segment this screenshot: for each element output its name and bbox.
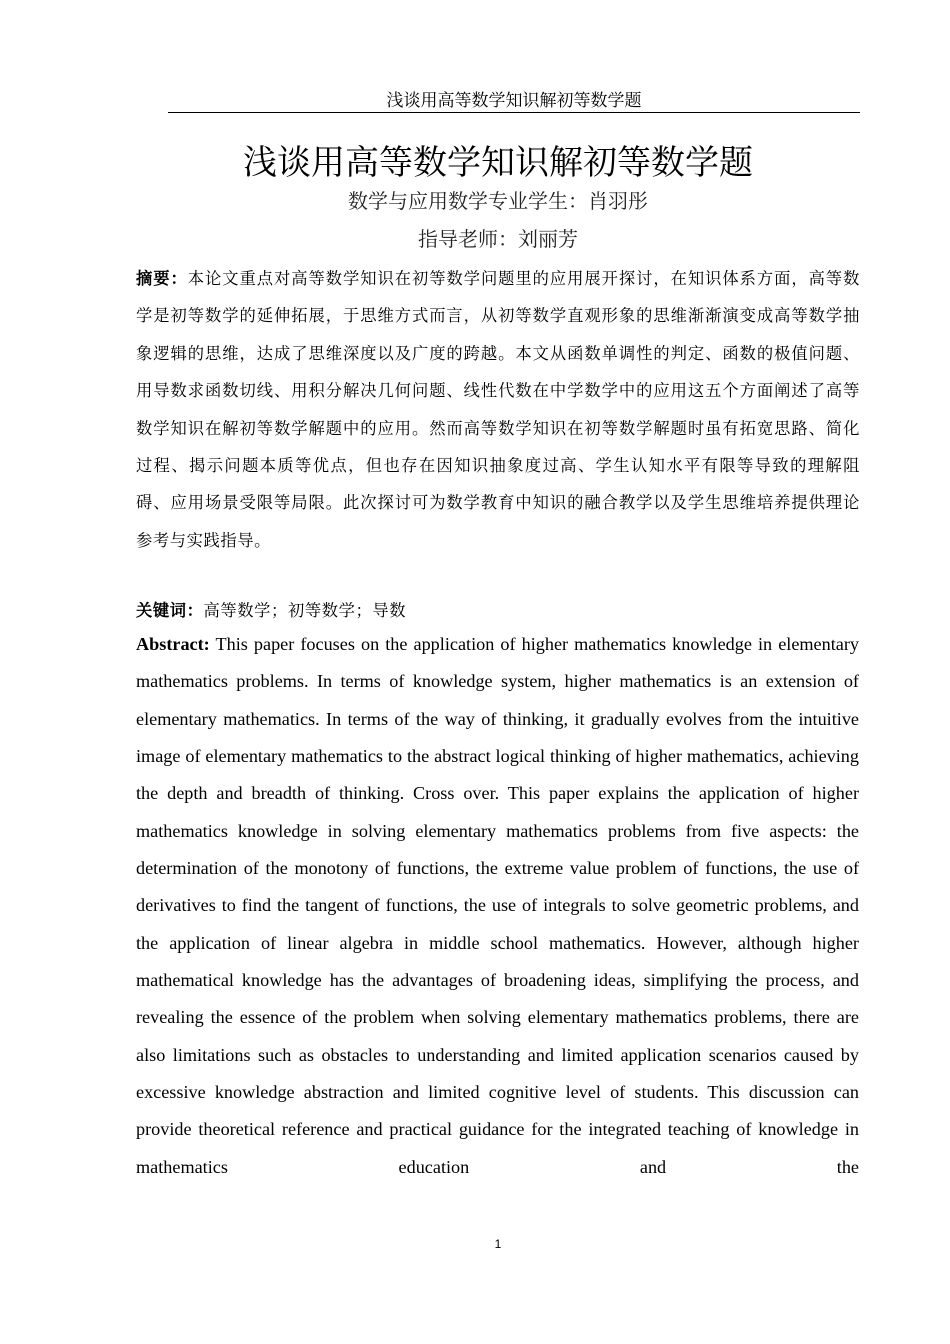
keywords bbox=[136, 596, 860, 626]
keywords-text: 高等数学；初等数学；导数 bbox=[203, 601, 407, 620]
keywords-label: 关键词： bbox=[136, 601, 204, 620]
abstract-en bbox=[136, 626, 859, 1186]
running-header: 浅谈用高等数学知识解初等数学题 bbox=[386, 91, 642, 110]
author-line: 数学与应用数学专业学生：肖羽彤 bbox=[348, 189, 648, 213]
abstract-en-text: This paper focuses on the application of higher mathematics knowledge in elementary mathematics problems. In terms of knowledge system, higher mathematics is an extension of elementary mathematics. In terms of the way of thinking, it gradually evolves from the intuitive image of elementary mathematics to the abstract logical thinking of higher mathematics, achieving the depth and breadth of thinking. Cross over. This paper explains the application of higher mathematics knowledge in solving elementary mathematics problems from five aspects: the determination of the monotony of functions, the extreme value problem of functions, the use of derivatives to find the tangent of functions, the use of integrals to solve geometric problems, and the application of linear algebra in middle school mathematics. However, although higher mathematical knowledge has the advantages of broadening ideas, simplifying the process, and revealing the essence of the problem when solving elementary mathematics problems, there are also limitations such as obstacles to understanding and limited application scenarios caused by excessive knowledge abstraction and limited cognitive level of students. This discussion can provide theoretical reference and practical guidance for the integrated teaching of knowledge in mathematics education and the bbox=[136, 634, 860, 1177]
abstract-cn-label: 摘要： bbox=[136, 269, 188, 288]
page-number: 1 bbox=[494, 1237, 502, 1251]
header-rule bbox=[168, 112, 860, 113]
advisor-line: 指导老师：刘丽芳 bbox=[418, 227, 578, 251]
abstract-cn-text: 本论文重点对高等数学知识在初等数学问题里的应用展开探讨，在知识体系方面，高等数学是初等数学的延伸拓展，于思维方式而言，从初等数学直观形象的思维渐渐演变成高等数学抽象逻辑的思维，达成了思维深度以及广度的跨越。本文从函数单调性的判定、函数的极值问题、用导数求函数切线、用积分解决几何问题、线性代数在中学数学中的应用这五个方面阐述了高等数学知识在解初等数学解题中的应用。然而高等数学知识在初等数学解题时虽有拓宽思路、简化过程、揭示问题本质等优点，但也存在因知识抽象度过高、学生认知水平有限等导致的理解阻碍、应用场景受限等局限。此次探讨可为数学教育中知识的融合教学以及学生思维培养提供理论参考与实践指导。 bbox=[136, 269, 860, 550]
abstract-en-label: Abstract: bbox=[136, 634, 210, 654]
paper-title: 浅谈用高等数学知识解初等数学题 bbox=[243, 143, 753, 183]
abstract-cn bbox=[136, 260, 860, 559]
